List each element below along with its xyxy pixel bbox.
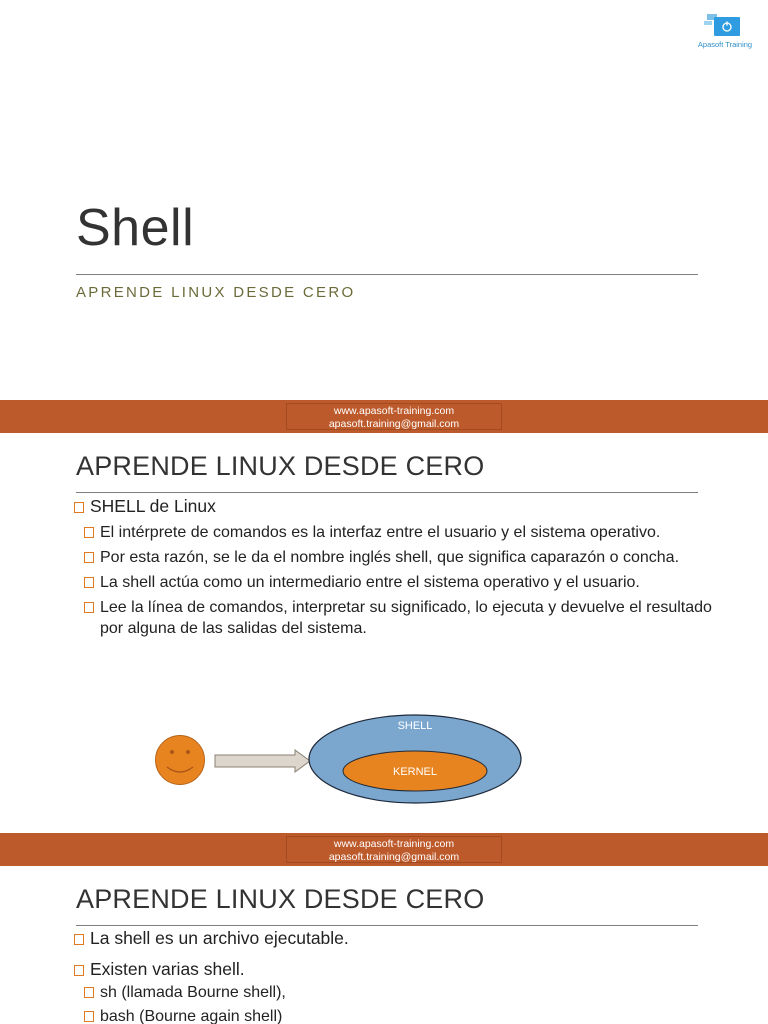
- heading-divider: [76, 492, 698, 493]
- apasoft-logo: [690, 10, 760, 55]
- list-item: sh (llamada Bourne shell),: [74, 982, 714, 1003]
- footer-band: [0, 400, 768, 433]
- kernel-ellipse: [343, 751, 487, 791]
- slide-heading: APRENDE LINUX DESDE CERO: [76, 884, 485, 914]
- checkbox-bullet-icon: [74, 934, 84, 945]
- title-slide: [0, 0, 768, 400]
- heading-divider: [76, 925, 698, 926]
- checkbox-bullet-icon: [84, 577, 94, 588]
- list-item: La shell actúa como un intermediario entre el sistema operativo y el usuario.: [74, 572, 714, 593]
- checkbox-bullet-icon: [84, 602, 94, 613]
- shell-label: SHELL: [397, 720, 433, 732]
- checkbox-bullet-icon: [84, 527, 94, 538]
- right-arrow-icon: [215, 750, 310, 772]
- logo-label: Apasoft Training: [697, 40, 753, 49]
- footer-band: [0, 833, 768, 866]
- checkbox-bullet-icon: [84, 1011, 94, 1022]
- contact-box: [286, 403, 502, 430]
- footer-email[interactable]: apasoft.training@gmail.com: [328, 418, 460, 430]
- list-item: bash (Bourne again shell): [74, 1006, 714, 1024]
- checkbox-bullet-icon: [74, 502, 84, 513]
- smiley-face-icon: [156, 736, 205, 785]
- shell-kernel-diagram: [150, 713, 530, 823]
- checkbox-bullet-icon: [84, 552, 94, 563]
- content-slide-shell-types: [0, 866, 768, 1024]
- monitor-icon: [690, 10, 760, 42]
- bullet-list: [74, 928, 714, 1024]
- list-item: La shell es un archivo ejecutable.: [74, 928, 714, 949]
- list-item: SHELL de Linux: [74, 496, 714, 517]
- kernel-label: KERNEL: [392, 766, 438, 778]
- slide-title: Shell: [76, 199, 195, 257]
- checkbox-bullet-icon: [84, 987, 94, 998]
- list-item: Lee la línea de comandos, interpretar su significado, lo ejecuta y devuelve el resultado por alguna de las salidas del sistema.: [74, 597, 714, 639]
- list-item: Por esta razón, se le da el nombre inglés shell, que significa caparazón o concha.: [74, 547, 714, 568]
- footer-website[interactable]: www.apasoft-training.com: [333, 405, 455, 417]
- contact-box: [286, 836, 502, 863]
- list-item: Existen varias shell.: [74, 959, 714, 980]
- checkbox-bullet-icon: [74, 965, 84, 976]
- list-item: El intérprete de comandos es la interfaz entre el usuario y el sistema operativo.: [74, 522, 714, 543]
- footer-email[interactable]: apasoft.training@gmail.com: [328, 851, 460, 863]
- content-slide-shell: [0, 433, 768, 831]
- footer-website[interactable]: www.apasoft-training.com: [333, 838, 455, 850]
- title-divider: [76, 274, 698, 275]
- bullet-list: [74, 496, 714, 639]
- slide-heading: APRENDE LINUX DESDE CERO: [76, 451, 485, 481]
- slide-subtitle: APRENDE LINUX DESDE CERO: [76, 284, 356, 301]
